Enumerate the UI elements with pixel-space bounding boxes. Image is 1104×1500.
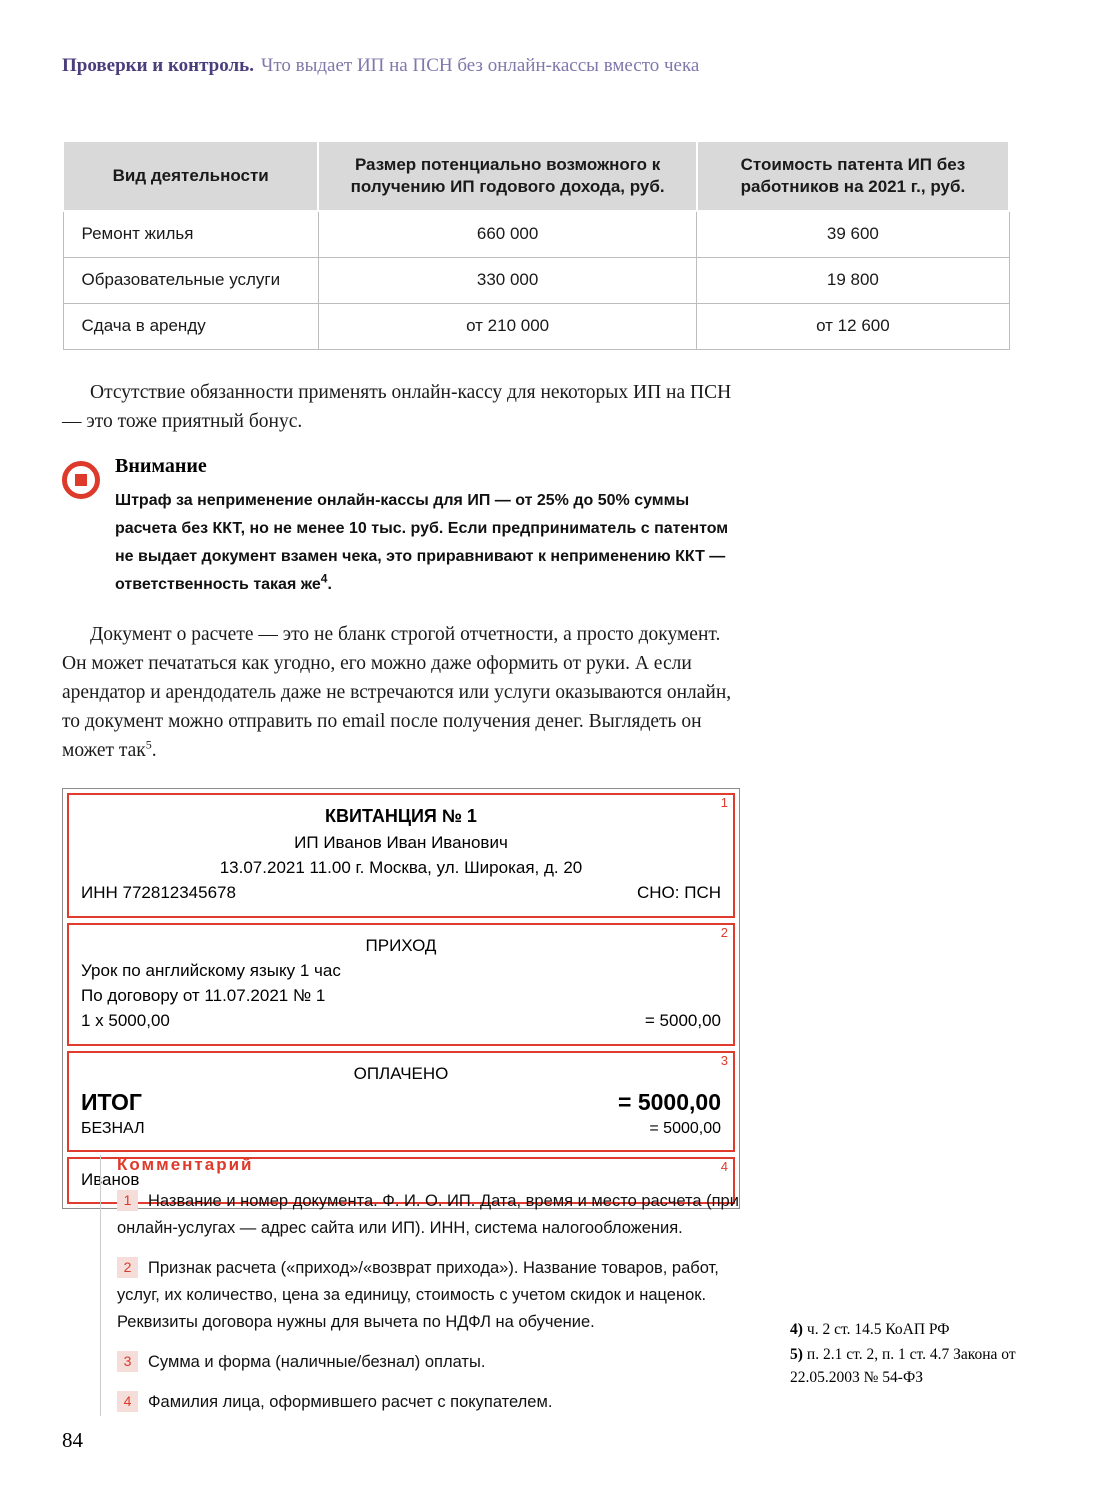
receipt-marker-4: 4	[720, 1159, 728, 1174]
paragraph-text-tail: .	[151, 740, 157, 761]
receipt-owner: ИП Иванов Иван Иванович	[294, 833, 508, 852]
comment-item	[117, 1349, 742, 1376]
table-header-row	[63, 141, 1009, 211]
footnote-5	[790, 1343, 1030, 1389]
receipt-amount: = 5000,00	[644, 1011, 721, 1030]
comment-number-1: 1	[117, 1190, 138, 1211]
receipt-qty-row	[81, 1008, 721, 1034]
table-row	[63, 303, 1009, 349]
table-header-patent-cost: Стоимость патента ИП без работников на 2021 г., руб.	[697, 141, 1009, 211]
comments-block	[100, 1155, 755, 1416]
comment-item	[117, 1255, 742, 1336]
table-cell-income: 660 000	[318, 211, 696, 257]
comment-text: Признак расчета («приход»/«возврат прихода»). Название товаров, работ, услуг, их количество, цена за единицу, стоимость с учетом скидок и наценок. Реквизиты договора нужны для вычета по НДФЛ на обучение.	[117, 1259, 719, 1331]
table-row	[63, 211, 1009, 257]
receipt-paid-header: ОПЛАЧЕНО	[353, 1064, 449, 1083]
receipt-contract-line: По договору от 11.07.2021 № 1	[81, 986, 326, 1005]
table-cell-activity: Сдача в аренду	[63, 303, 318, 349]
attention-block	[62, 455, 742, 599]
receipt-sno: СНО: ПСН	[637, 883, 721, 902]
footnote-marker: 4)	[790, 1321, 803, 1338]
table-row	[63, 257, 1009, 303]
receipt-cashier-name: Иванов	[81, 1170, 140, 1189]
patent-table	[62, 140, 1010, 350]
footnote-ref-4: 4	[320, 571, 328, 586]
footnote-ref-5: 5	[145, 737, 152, 752]
attention-body	[115, 487, 737, 599]
receipt-section-paid	[67, 1051, 735, 1152]
page-number: 84	[62, 1428, 83, 1452]
receipt-datetime-place: 13.07.2021 11.00 г. Москва, ул. Широкая, д. 20	[219, 858, 583, 877]
receipt-inn-row	[81, 880, 721, 906]
receipt-section-income	[67, 923, 735, 1046]
receipt-total-label: ИТОГ	[81, 1089, 142, 1115]
receipt-total-row	[81, 1086, 721, 1118]
running-head-section: Проверки и контроль.	[62, 55, 254, 76]
receipt-income-header: ПРИХОД	[365, 936, 437, 955]
patent-table-head	[63, 141, 1009, 211]
footnote-text: ч. 2 ст. 14.5 КоАП РФ	[806, 1321, 950, 1338]
body-paragraph-document	[62, 620, 746, 765]
comment-text: Название и номер документа. Ф. И. О. ИП. Дата, время и место расчета (при онлайн-услугах — адрес сайта или ИП). ИНН, система налогообложения.	[117, 1192, 739, 1237]
table-cell-cost: 39 600	[697, 211, 1009, 257]
receipt-service-line: Урок по английскому языку 1 час	[81, 961, 341, 980]
patent-table-body	[63, 211, 1009, 349]
comment-item	[117, 1188, 742, 1242]
comment-number-2: 2	[117, 1257, 138, 1278]
running-head	[62, 54, 699, 78]
comment-text: Фамилия лица, оформившего расчет с покупателем.	[148, 1393, 553, 1411]
paragraph-text: Документ о расчете — это не бланк строгой отчетности, а просто документ. Он может печататься как угодно, его можно даже оформить от руки. А если арендатор и арендодатель даже не встречаются или услуги оказываются онлайн, то документ можно отправить по email после получения денег. Выглядеть он может так	[62, 624, 732, 761]
attention-text-tail: .	[327, 576, 332, 593]
receipt-inn: ИНН 772812345678	[81, 883, 236, 902]
attention-content	[115, 455, 742, 599]
receipt-total-amount: = 5000,00	[618, 1089, 721, 1115]
footnote-text: п. 2.1 ст. 2, п. 1 ст. 4.7 Закона от 22.05.2003 № 54-ФЗ	[790, 1346, 1016, 1386]
receipt-method-label: БЕЗНАЛ	[81, 1120, 145, 1137]
table-cell-activity: Образовательные услуги	[63, 257, 318, 303]
comments-title: Комментарий	[117, 1155, 254, 1174]
attention-title: Внимание	[115, 455, 207, 477]
table-cell-activity: Ремонт жилья	[63, 211, 318, 257]
table-cell-cost: 19 800	[697, 257, 1009, 303]
receipt-title: КВИТАНЦИЯ № 1	[325, 806, 477, 826]
table-cell-income: 330 000	[318, 257, 696, 303]
footnotes-block	[790, 1318, 1030, 1391]
table-header-activity: Вид деятельности	[63, 141, 318, 211]
receipt-method-row	[81, 1118, 721, 1140]
receipt-qty: 1 х 5000,00	[81, 1011, 170, 1030]
receipt-section-header	[67, 793, 735, 918]
running-head-article-title: Что выдает ИП на ПСН без онлайн-кассы вместо чека	[260, 55, 700, 76]
receipt-marker-3: 3	[720, 1053, 728, 1068]
comment-item	[117, 1389, 742, 1416]
receipt-marker-1: 1	[720, 795, 728, 810]
footnote-4	[790, 1318, 1030, 1341]
receipt-method-amount: = 5000,00	[649, 1120, 721, 1137]
body-paragraph-bonus: Отсутствие обязанности применять онлайн-кассу для некоторых ИП на ПСН — это тоже приятный бонус.	[62, 382, 732, 432]
attention-icon	[62, 461, 100, 499]
receipt-marker-2: 2	[720, 925, 728, 940]
receipt-sample	[62, 788, 740, 1209]
table-cell-cost: от 12 600	[697, 303, 1009, 349]
table-cell-income: от 210 000	[318, 303, 696, 349]
comment-number-3: 3	[117, 1351, 138, 1372]
comment-text: Сумма и форма (наличные/безнал) оплаты.	[148, 1353, 486, 1371]
comment-number-4: 4	[117, 1391, 138, 1412]
table-header-income: Размер потенциально возможного к получению ИП годового дохода, руб.	[318, 141, 696, 211]
attention-text: Штраф за неприменение онлайн-кассы для ИП — от 25% до 50% суммы расчета без ККТ, но не менее 10 тыс. руб. Если предприниматель с патентом не выдает документ взамен чека, это приравнивают к неприменению ККТ — ответственность такая же	[115, 492, 729, 593]
footnote-marker: 5)	[790, 1346, 803, 1363]
